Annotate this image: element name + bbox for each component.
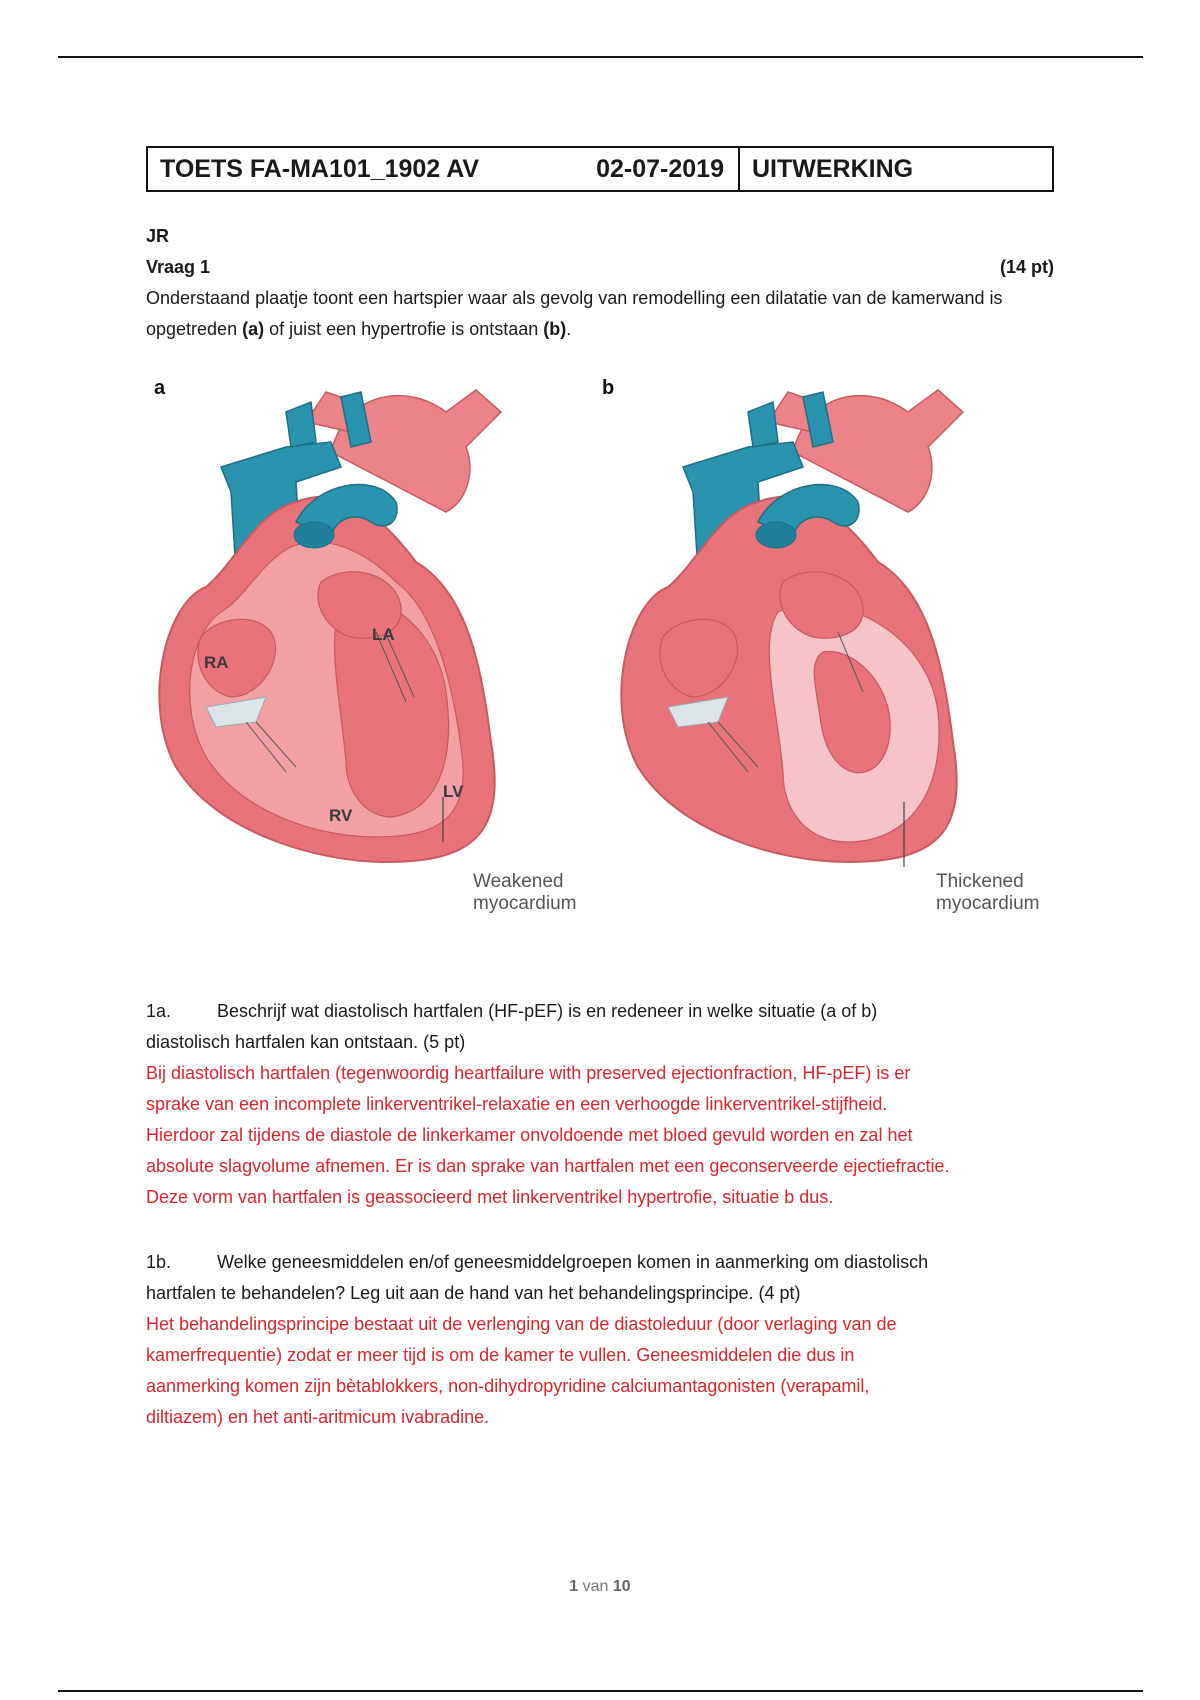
page-total: 10: [612, 1578, 631, 1595]
header-box: [146, 146, 1054, 192]
question-title-row: [146, 252, 1054, 283]
question-points: (14 pt): [1000, 257, 1054, 277]
page-separator: van: [582, 1578, 609, 1595]
header-right-cell: [740, 148, 1052, 190]
page-number: 1: [569, 1578, 579, 1595]
q1a-answer-line4: absolute slagvolume afnemen. Er is dan sprake van hartfalen met een geconserveerde ejectiefractie.: [146, 1156, 950, 1176]
label-ra: RA: [204, 653, 229, 672]
bottom-rule: [58, 1690, 1143, 1692]
q1b-answer-line1: Het behandelingsprincipe bestaat uit de verlenging van de diastoleduur (door verlaging van de: [146, 1314, 897, 1334]
intro-ref-b: (b): [543, 319, 567, 339]
question-intro: [146, 283, 1054, 345]
page-footer: [0, 1578, 1200, 1596]
label-lv: LV: [443, 782, 464, 801]
q1b-answer-line2: kamerfrequentie) zodat er meer tijd is om de kamer te vullen. Geneesmiddelen die dus in: [146, 1345, 855, 1365]
caption-a-line1: Weakened: [473, 871, 564, 892]
panel-a-label: a: [154, 377, 166, 399]
q1b-question-line2: hartfalen te behandelen? Leg uit aan de hand van het behandelingsprincipe. (4 pt): [146, 1283, 801, 1303]
q1b-answer-line3: aanmerking komen zijn bètablokkers, non-dihydropyridine calciumantagonisten (verapamil,: [146, 1376, 870, 1396]
top-rule: [58, 56, 1143, 58]
q1a-number: 1a.: [146, 1001, 172, 1021]
q1b-question: [146, 1247, 1054, 1278]
document-type-label: UITWERKING: [752, 154, 914, 183]
caption-b-line1: Thickened: [936, 871, 1024, 892]
author-initials: JR: [146, 226, 170, 246]
q1a-question-line1: Beschrijf wat diastolisch hartfalen (HF-pEF) is en redeneer in welke situatie (a of b): [217, 1001, 878, 1021]
caption-a-line2: myocardium: [473, 893, 577, 914]
header-left-cell: [148, 148, 740, 190]
caption-b-line2: myocardium: [936, 893, 1040, 914]
q1a-answer-line3: Hierdoor zal tijdens de diastole de linkerkamer onvoldoende met bloed gevuld worden en zal het: [146, 1125, 913, 1145]
question-label: Vraag 1: [146, 257, 211, 277]
question-header: [146, 221, 1054, 345]
heart-illustration: [146, 372, 1058, 932]
intro-text-end: .: [566, 319, 572, 339]
q1a-answer-line1: Bij diastolisch hartfalen (tegenwoordig heartfailure with preserved ejectionfraction, HF-pEF) is er: [146, 1063, 911, 1083]
heart-figure: [146, 372, 1058, 932]
q1a-question: [146, 996, 1054, 1027]
q1b-question-line1: Welke geneesmiddelen en/of geneesmiddelgroepen komen in aanmerking om diastolisch: [217, 1252, 929, 1272]
label-rv: RV: [329, 806, 353, 825]
question-1b: [146, 1247, 1054, 1433]
exam-title: TOETS FA-MA101_1902 AV: [160, 154, 480, 183]
heart-panel-a: [154, 377, 576, 914]
intro-ref-a: (a): [242, 319, 265, 339]
q1a-question-line2: diastolisch hartfalen kan ontstaan. (5 pt): [146, 1032, 466, 1052]
q1b-answer-line4: diltiazem) en het anti-aritmicum ivabradine.: [146, 1407, 490, 1427]
label-la: LA: [372, 625, 395, 644]
intro-text-2: of juist een hypertrofie is ontstaan: [264, 319, 544, 339]
intro-text-1: Onderstaand plaatje toont een hartspier waar als gevolg van remodelling een dilatatie van de kamerwand is opgetreden: [146, 288, 1003, 339]
panel-b-label: b: [602, 377, 615, 399]
q1a-answer-line2: sprake van een incomplete linkerventrikel-relaxatie en een verhoogde linkerventrikel-stijfheid.: [146, 1094, 888, 1114]
q1a-answer-line5: Deze vorm van hartfalen is geassocieerd met linkerventrikel hypertrofie, situatie b dus.: [146, 1187, 834, 1207]
exam-date: 02-07-2019: [596, 154, 724, 183]
question-1a: [146, 996, 1054, 1213]
heart-panel-b: [602, 377, 1039, 914]
q1b-number: 1b.: [146, 1252, 172, 1272]
